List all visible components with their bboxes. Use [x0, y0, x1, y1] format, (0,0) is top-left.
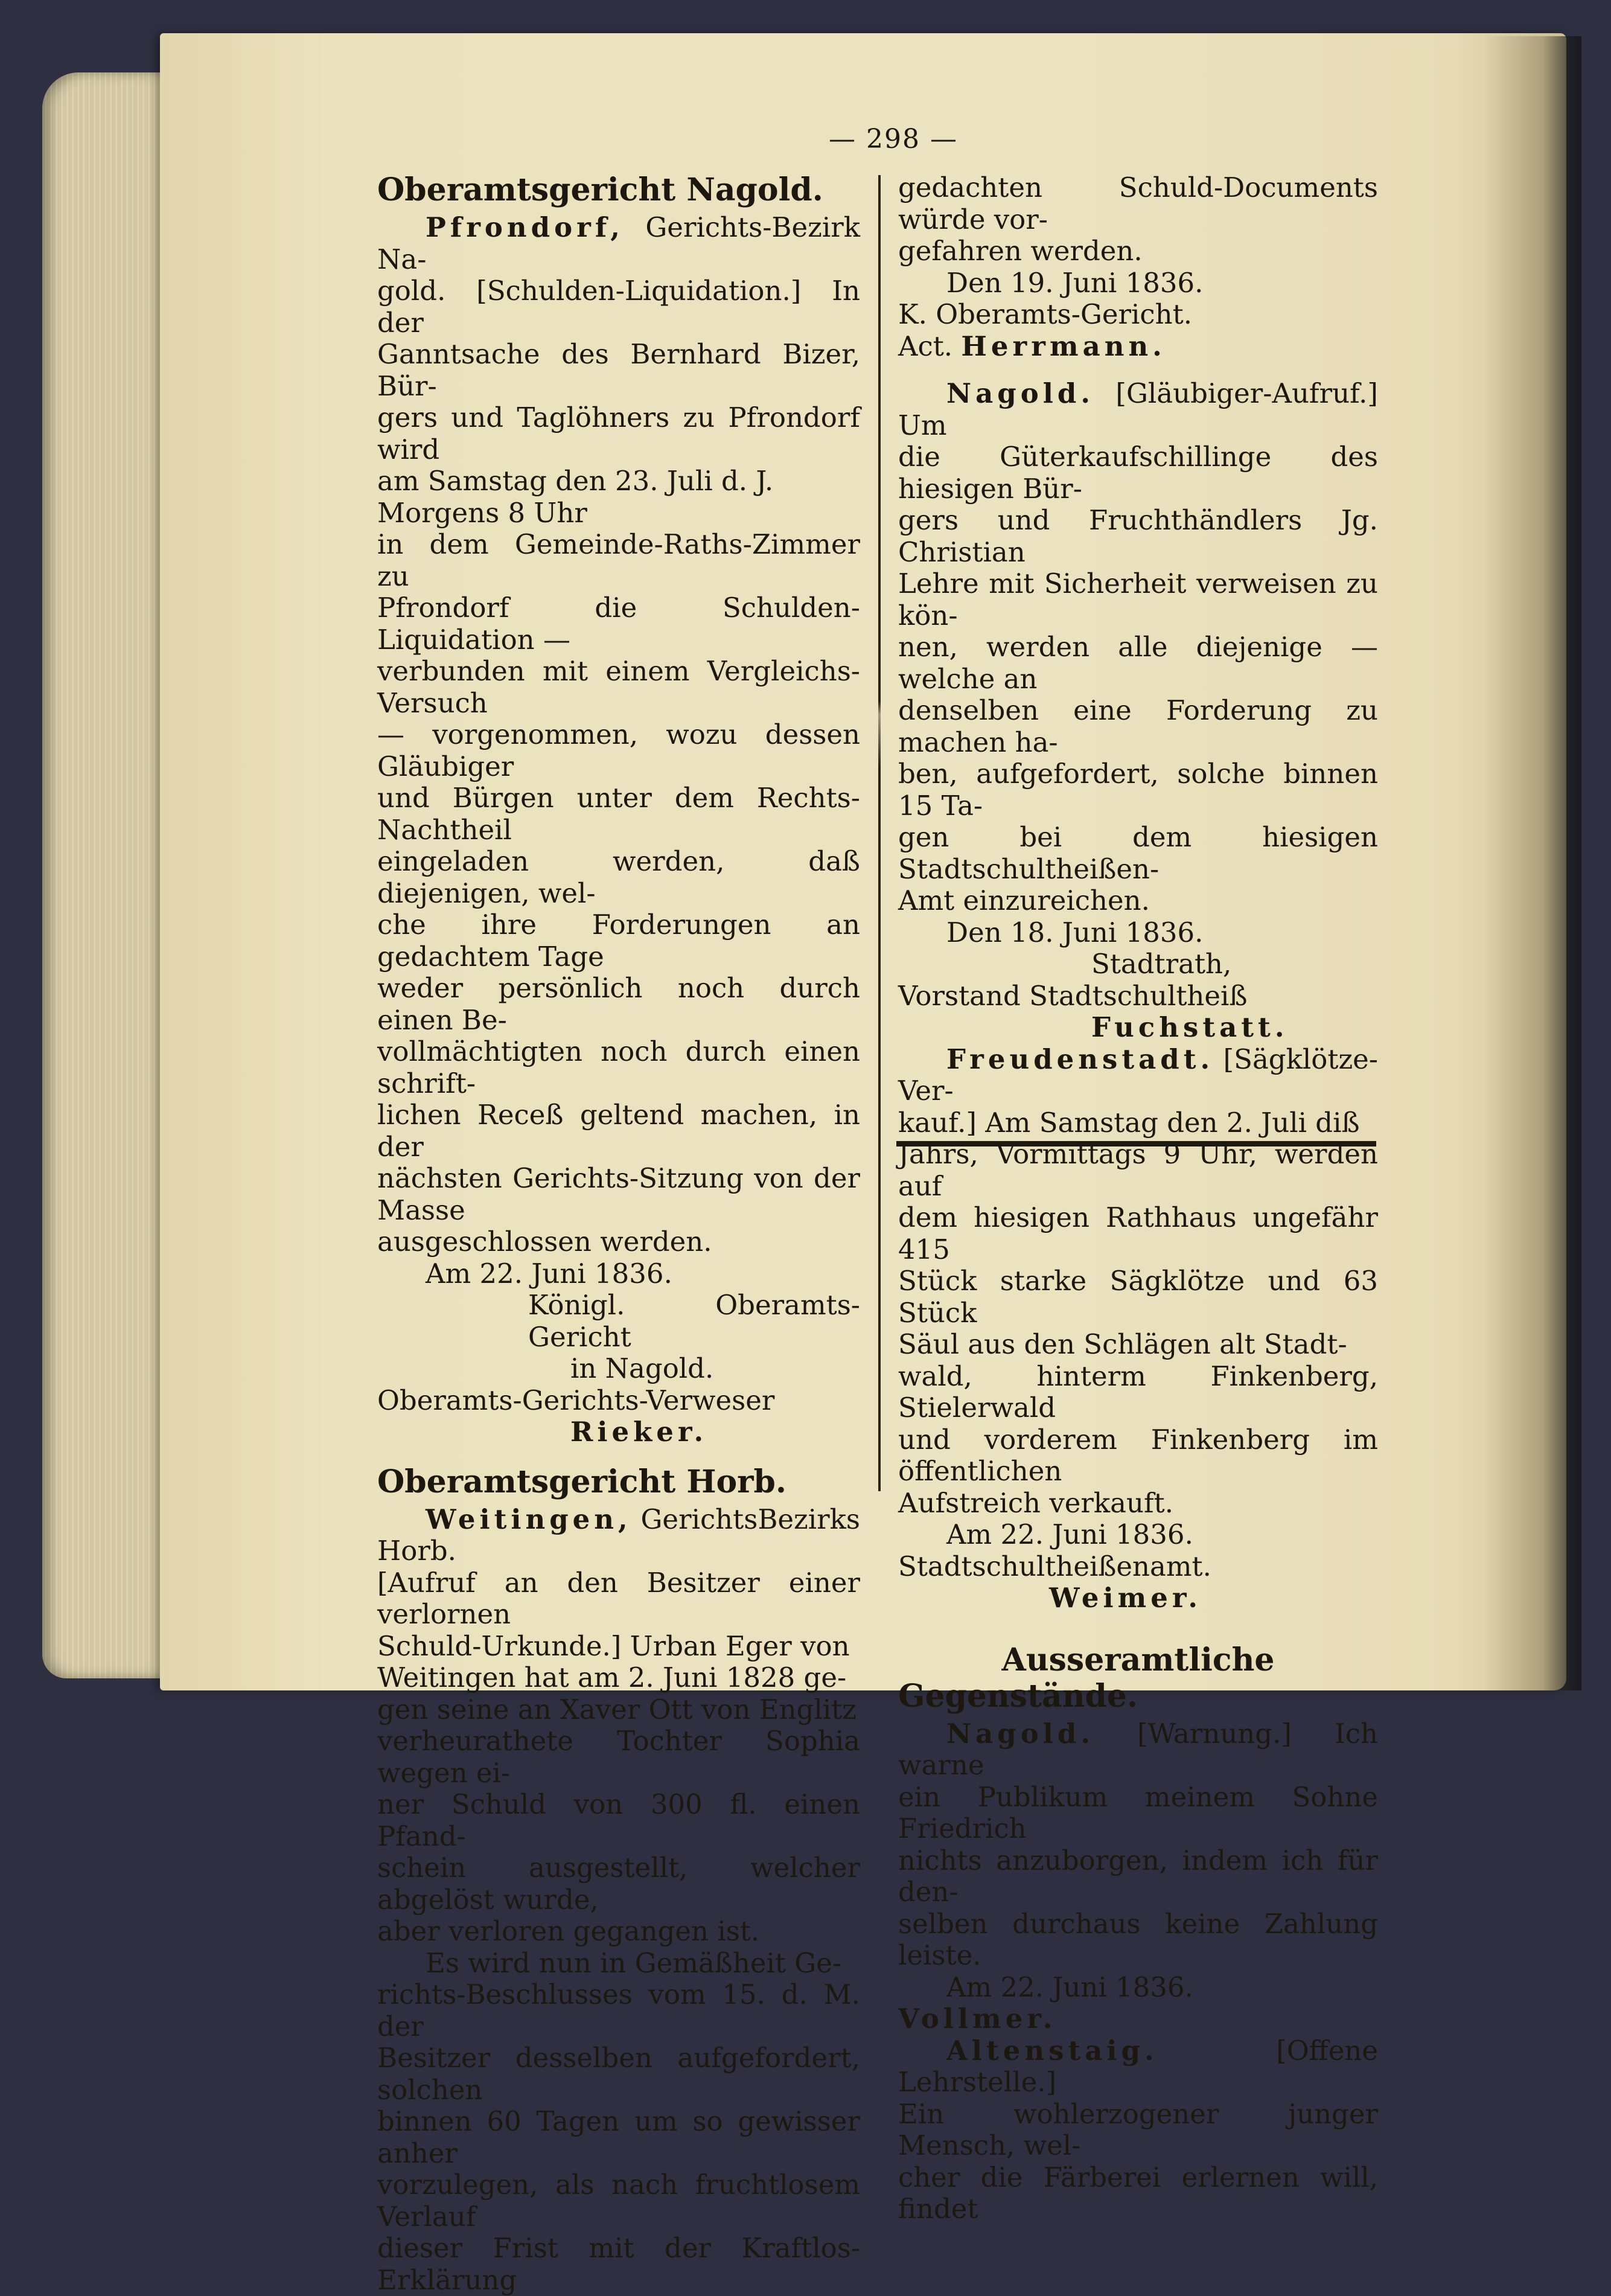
notice-line: Ganntsache des Bernhard Bizer, Bür- — [377, 338, 860, 402]
notice-line: selben durchaus keine Zahlung leiste. — [898, 1907, 1378, 1971]
notice-line: Amt einzureichen. — [898, 884, 1150, 916]
notice-line: Weitingen hat am 2. Juni 1828 ge- — [377, 1661, 847, 1693]
notice-first-line — [898, 1718, 1378, 1782]
notice-line: [Sägklötze-Ver- — [898, 1043, 1378, 1107]
notice-line: kauf.] Am Samstag den 2. Juli diß — [898, 1106, 1360, 1139]
notice-line: vorzulegen, als nach fruchtlosem Verlauf — [377, 2169, 860, 2233]
notice-line: verheurathete Tochter Sophia wegen ei- — [377, 1725, 860, 1789]
notice-first-line — [377, 1504, 860, 1567]
notice-line: nichts anzuborgen, indem ich für den- — [898, 1844, 1378, 1908]
notice-signer-name: Weimer. — [1049, 1582, 1202, 1614]
notice-line: Lehre mit Sicherheit verweisen zu kön- — [898, 568, 1378, 632]
notice-signer-name: Herrmann. — [961, 330, 1166, 362]
notice-signature: Königl. Oberamts-Gericht — [528, 1289, 860, 1353]
notice-line: dieser Frist mit der Kraftlos-Erklärung — [377, 2232, 860, 2296]
notice-signature: Stadtrath, — [1091, 948, 1232, 980]
notice-line: und vorderem Finkenberg im öffentlichen — [898, 1423, 1378, 1487]
notice-line: verbunden mit einem Vergleichs-Versuch — [377, 655, 860, 719]
notice-first-line — [898, 378, 1378, 441]
notice-date: Am 22. Juni 1836. — [426, 1257, 672, 1290]
notice-place: Freudenstadt. — [946, 1043, 1214, 1075]
notice-place: Weitingen, — [426, 1503, 632, 1535]
notice-line: gold. [Schulden-Liquidation.] In der — [377, 275, 860, 339]
notice-line: ausgeschlossen werden. — [377, 1226, 712, 1258]
column-divider — [878, 175, 881, 1491]
notice-line: aber verloren gegangen ist. — [377, 1915, 760, 1947]
notice-date: Den 18. Juni 1836. — [946, 916, 1204, 948]
notice-signer-name: Vollmer. — [898, 2003, 1057, 2035]
notice-signature: in Nagold. — [570, 1352, 714, 1384]
notice-line: ben, aufgefordert, solche binnen 15 Ta- — [898, 758, 1378, 822]
notice-signer-name: Fuchstatt. — [1091, 1011, 1289, 1043]
notice-line: Stück starke Sägklötze und 63 Stück — [898, 1265, 1378, 1329]
notice-line: [Offene Lehrstelle.] — [898, 2034, 1378, 2098]
section-heading: Oberamtsgericht Nagold. — [377, 171, 823, 208]
right-column — [898, 172, 1378, 2225]
notice-line: Aufstreich verkauft. — [898, 1486, 1174, 1519]
notice-line: Schuld-Urkunde.] Urban Eger von — [377, 1629, 850, 1662]
notice-first-line — [898, 2035, 1378, 2099]
notice-line: [Aufruf an den Besitzer einer verlornen — [377, 1566, 860, 1630]
notice-line: ein Publikum meinem Sohne Friedrich — [898, 1780, 1378, 1844]
notice-line: und Bürgen unter dem Rechts-Nachtheil — [377, 782, 860, 846]
notice-line: gen bei dem hiesigen Stadtschultheißen- — [898, 821, 1378, 885]
notice-signer-name: Rieker. — [570, 1416, 708, 1448]
notice-place: Pfrondorf, — [426, 211, 624, 243]
notice-line: Besitzer desselben aufgefordert, solchen — [377, 2042, 860, 2106]
notice-line: gedachten Schuld-Documents würde vor- — [898, 171, 1378, 235]
notice-signer-title: Act. — [898, 330, 953, 362]
notice-line: [Warnung.] Ich warne — [898, 1717, 1378, 1781]
section-heading: Oberamtsgericht Horb. — [377, 1463, 787, 1500]
notice-line: denselben eine Forderung zu machen ha- — [898, 694, 1378, 758]
notice-date: Den 19. Juni 1836. — [946, 266, 1204, 299]
notice-line: gers und Fruchthändlers Jg. Christian — [898, 504, 1378, 568]
notice-line: schein ausgestellt, welcher abgelöst wurde, — [377, 1852, 860, 1916]
notice-line: richts-Beschlusses vom 15. d. M. der — [377, 1978, 860, 2042]
notice-line: Gerichts-Bezirk Na- — [377, 211, 860, 275]
notice-line: dem hiesigen Rathhaus ungefähr 415 — [898, 1201, 1378, 1265]
notice-line: Jahrs, Vormittags 9 Uhr, werden auf — [898, 1138, 1378, 1202]
notice-line: ner Schuld von 300 fl. einen Pfand- — [377, 1788, 860, 1852]
notice-line: Säul aus den Schlägen alt Stadt- — [898, 1328, 1347, 1360]
notice-line: cher die Färberei erlernen will, findet — [898, 2161, 1378, 2225]
notice-line: in dem Gemeinde-Raths-Zimmer zu — [377, 528, 860, 592]
notice-place: Nagold. — [946, 377, 1094, 409]
section-heading: Ausseramtliche Gegenstände. — [898, 1641, 1275, 1715]
notice-line: nächsten Gerichts-Sitzung von der Masse — [377, 1162, 860, 1226]
notice-first-line — [377, 212, 860, 275]
notice-centered-line: am Samstag den 23. Juli d. J. — [377, 465, 774, 497]
notice-line: Es wird nun in Gemäßheit Ge- — [426, 1946, 842, 1979]
notice-place: Altenstaig. — [946, 2034, 1158, 2067]
notice-line: [Gläubiger-Aufruf.] Um — [898, 377, 1378, 441]
notice-line: che ihre Forderungen an gedachtem Tage — [377, 909, 860, 973]
notice-line: nen, werden alle diejenige — welche an — [898, 631, 1378, 695]
notice-line: vollmächtigten noch durch einen schrift- — [377, 1035, 860, 1099]
notice-line: gen seine an Xaver Ott von Englitz — [377, 1693, 857, 1725]
notice-signature: K. Oberamts-Gericht. — [898, 298, 1193, 330]
notice-signature: Stadtschultheißenamt. — [898, 1550, 1211, 1582]
notice-line: Pfrondorf die Schulden-Liquidation — — [377, 592, 860, 656]
notice-signature: Vorstand Stadtschultheiß — [898, 979, 1248, 1012]
notice-line: eingeladen werden, daß diejenigen, wel- — [377, 845, 860, 909]
left-column — [377, 172, 860, 2296]
notice-first-line — [898, 1044, 1378, 1107]
notice-line: Ein wohlerzogener junger Mensch, wel- — [898, 2097, 1378, 2161]
notice-line: die Güterkaufschillinge des hiesigen Bür- — [898, 441, 1378, 505]
notice-line: lichen Receß geltend machen, in der — [377, 1099, 860, 1163]
notice-line: gers und Taglöhners zu Pfrondorf wird — [377, 401, 860, 465]
book-gutter-shadow — [1485, 36, 1581, 1690]
notice-centered-line: Morgens 8 Uhr — [377, 496, 587, 529]
notice-line: wald, hinterm Finkenberg, Stielerwald — [898, 1360, 1378, 1424]
notice-place: Nagold. — [946, 1717, 1094, 1750]
notice-line: gefahren werden. — [898, 235, 1143, 267]
notice-line: GerichtsBezirks Horb. — [377, 1503, 860, 1567]
notice-line: binnen 60 Tagen um so gewisser anher — [377, 2105, 860, 2169]
notice-signature: Oberamts-Gerichts-Verweser — [377, 1384, 775, 1416]
notice-line: — vorgenommen, wozu dessen Gläubiger — [377, 718, 860, 782]
notice-signer-line — [898, 331, 1378, 363]
page-number: — 298 — — [829, 124, 958, 155]
notice-date: Am 22. Juni 1836. — [946, 1518, 1193, 1550]
notice-date: Am 22. Juni 1836. — [946, 1971, 1193, 2003]
notice-line: weder persönlich noch durch einen Be- — [377, 972, 860, 1036]
